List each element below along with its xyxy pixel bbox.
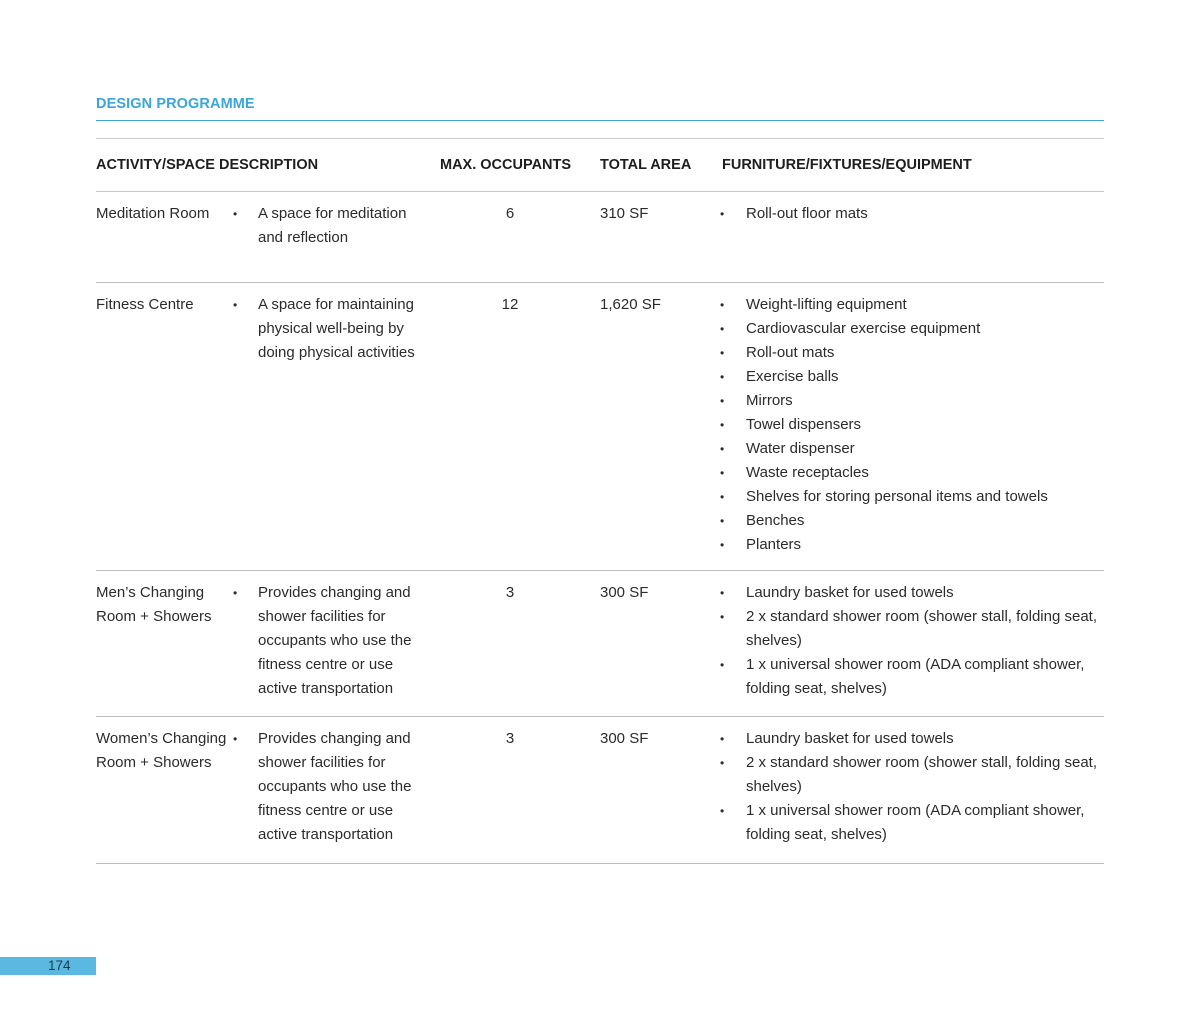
bullet-icon: • (233, 207, 238, 221)
furniture-item (720, 293, 1104, 317)
furniture-item-label: Exercise balls (746, 368, 839, 385)
section-title: DESIGN PROGRAMME (96, 96, 255, 112)
header-occupants: MAX. OCCUPANTS (440, 157, 572, 173)
total-area: 300 SF (600, 730, 649, 747)
furniture-item-label: Roll-out mats (746, 344, 835, 361)
furniture-item (720, 799, 1104, 847)
space-description: Provides changing and shower facilities for occupants who use the fitness centre or use active transportation (258, 584, 412, 697)
design-programme-table (96, 138, 1104, 864)
bullet-icon: • (720, 804, 725, 818)
page-number-badge (0, 957, 96, 975)
furniture-item-label: Weight-lifting equipment (746, 296, 907, 313)
bullet-icon: • (720, 322, 725, 336)
space-name: Meditation Room (96, 205, 210, 222)
total-area: 1,620 SF (600, 296, 661, 313)
title-rule (96, 120, 1104, 121)
furniture-cell (720, 202, 1104, 226)
bullet-icon: • (720, 370, 725, 384)
max-occupants: 6 (505, 205, 515, 222)
bullet-icon: • (720, 442, 725, 456)
furniture-item (720, 389, 1104, 413)
furniture-list (720, 202, 1104, 226)
furniture-item (720, 509, 1104, 533)
furniture-item (720, 533, 1104, 557)
furniture-cell (720, 293, 1104, 557)
bullet-icon: • (720, 538, 725, 552)
bullet-icon: • (233, 586, 238, 600)
furniture-item-label: Laundry basket for used towels (746, 584, 954, 601)
space-description: A space for meditation and reflection (258, 205, 407, 246)
bullet-icon: • (720, 658, 725, 672)
furniture-cell (720, 581, 1104, 701)
furniture-item-label: 2 x standard shower room (shower stall, folding seat, shelves) (746, 608, 1097, 649)
furniture-item (720, 605, 1104, 653)
furniture-item-label: 1 x universal shower room (ADA compliant shower, folding seat, shelves) (746, 656, 1085, 697)
space-description: A space for maintaining physical well-being by doing physical activities (258, 296, 415, 361)
furniture-item-label: 1 x universal shower room (ADA compliant shower, folding seat, shelves) (746, 802, 1085, 843)
bullet-icon: • (720, 298, 725, 312)
furniture-item (720, 365, 1104, 389)
furniture-cell (720, 727, 1104, 847)
bullet-icon: • (720, 490, 725, 504)
furniture-item-label: Mirrors (746, 392, 793, 409)
bullet-icon: • (720, 610, 725, 624)
bullet-icon: • (720, 586, 725, 600)
furniture-item-label: Water dispenser (746, 440, 855, 457)
furniture-list (720, 581, 1104, 701)
bullet-icon: • (720, 207, 725, 221)
space-name: Men’s Changing Room + Showers (96, 584, 212, 625)
furniture-item (720, 317, 1104, 341)
max-occupants: 12 (501, 296, 519, 313)
total-area: 310 SF (600, 205, 649, 222)
max-occupants: 3 (505, 584, 515, 601)
table-row (96, 283, 1104, 571)
furniture-item-label: Planters (746, 536, 802, 553)
header-area: TOTAL AREA (600, 157, 692, 173)
furniture-item-label: Cardiovascular exercise equipment (746, 320, 981, 337)
furniture-item-label: 2 x standard shower room (shower stall, folding seat, shelves) (746, 754, 1097, 795)
bullet-icon: • (720, 756, 725, 770)
furniture-item (720, 581, 1104, 605)
table-header-row (96, 139, 1104, 192)
bullet-icon: • (233, 298, 238, 312)
header-furniture: FURNITURE/FIXTURES/EQUIPMENT (722, 157, 972, 173)
bullet-icon: • (720, 346, 725, 360)
table-row (96, 717, 1104, 864)
bullet-icon: • (720, 418, 725, 432)
furniture-item-label: Waste receptacles (746, 464, 869, 481)
furniture-item (720, 485, 1104, 509)
furniture-item (720, 653, 1104, 701)
furniture-item (720, 202, 1104, 226)
bullet-icon: • (720, 514, 725, 528)
furniture-item (720, 413, 1104, 437)
bullet-icon: • (233, 732, 238, 746)
furniture-item (720, 341, 1104, 365)
furniture-item-label: Shelves for storing personal items and towels (746, 488, 1048, 505)
furniture-item-label: Roll-out floor mats (746, 205, 868, 222)
furniture-item-label: Towel dispensers (746, 416, 862, 433)
table-row (96, 571, 1104, 717)
bullet-icon: • (720, 394, 725, 408)
bullet-icon: • (720, 466, 725, 480)
space-name: Women’s Changing Room + Showers (96, 730, 227, 771)
furniture-list (720, 293, 1104, 557)
bullet-icon: • (720, 732, 725, 746)
furniture-list (720, 727, 1104, 847)
page-number: 174 (48, 958, 71, 973)
furniture-item (720, 751, 1104, 799)
space-description: Provides changing and shower facilities for occupants who use the fitness centre or use active transportation (258, 730, 412, 843)
furniture-item-label: Benches (746, 512, 805, 529)
furniture-item (720, 437, 1104, 461)
table-row (96, 192, 1104, 283)
total-area: 300 SF (600, 584, 649, 601)
furniture-item (720, 727, 1104, 751)
furniture-item (720, 461, 1104, 485)
header-activity: ACTIVITY/SPACE DESCRIPTION (96, 157, 319, 173)
space-name: Fitness Centre (96, 296, 194, 313)
furniture-item-label: Laundry basket for used towels (746, 730, 954, 747)
max-occupants: 3 (505, 730, 515, 747)
